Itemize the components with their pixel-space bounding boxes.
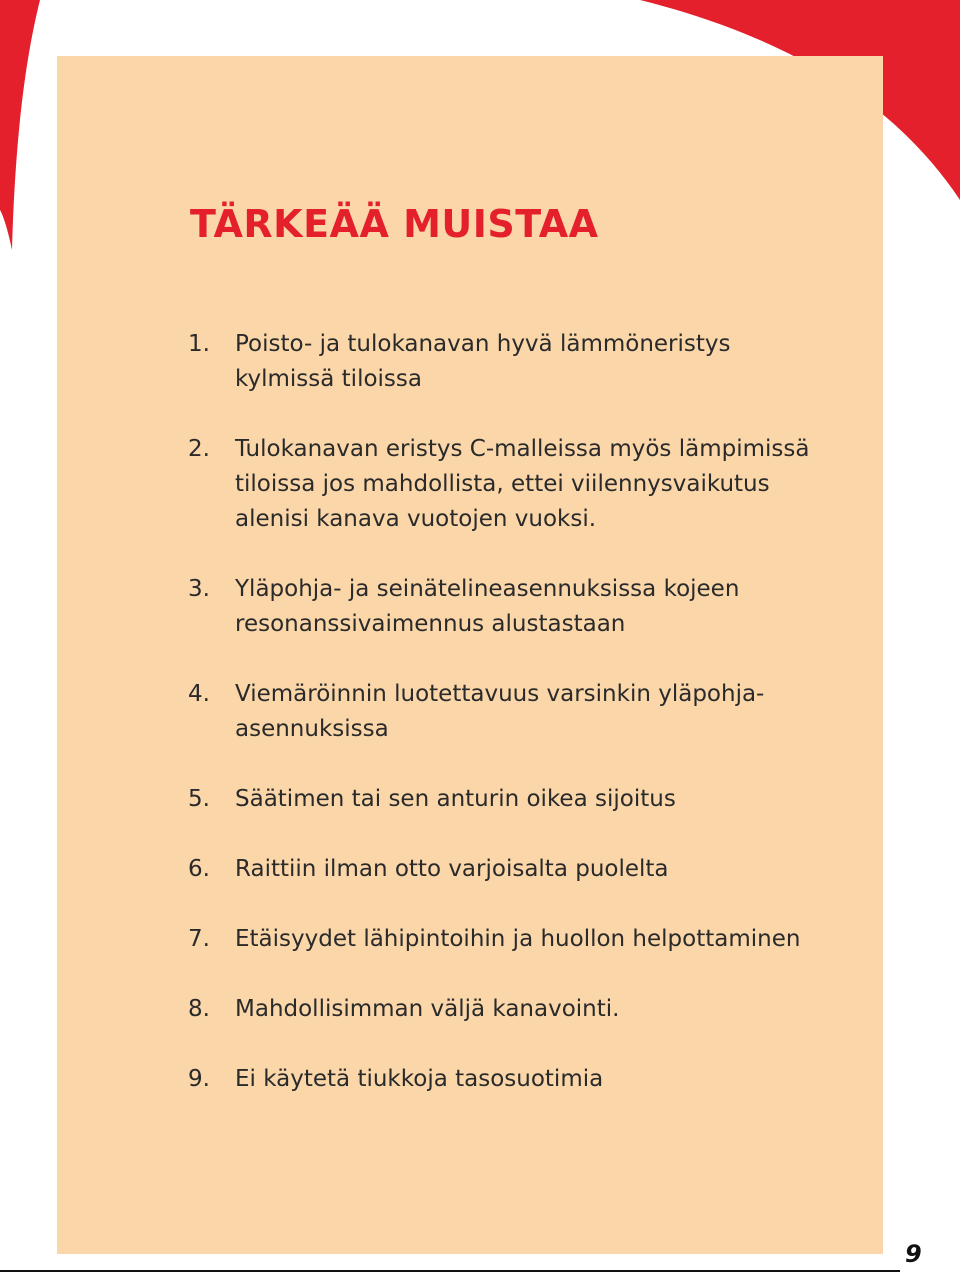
item-number: 6. [188,856,210,882]
list-item [188,992,848,1027]
item-text: Etäisyydet lähipintoihin ja huollon helpottaminen [235,926,801,952]
item-text: Säätimen tai sen anturin oikea sijoitus [235,786,676,812]
footer-rule [0,1270,900,1272]
item-text: Poisto- ja tulokanavan hyvä lämmöneristys kylmissä tiloissa [235,331,731,392]
list-item [188,327,848,397]
item-number: 9. [188,1066,210,1092]
item-number: 2. [188,436,210,462]
item-text: Ei käytetä tiukkoja tasosuotimia [235,1066,604,1092]
list-item [188,677,848,747]
item-number: 4. [188,681,210,707]
item-number: 5. [188,786,210,812]
item-text: Mahdollisimman väljä kanavointi. [235,996,620,1022]
item-text: Yläpohja- ja seinätelineasennuksissa kojeen resonanssivaimennus alustastaan [235,576,740,637]
item-number: 1. [188,331,210,357]
list-item [188,852,848,887]
item-number: 8. [188,996,210,1022]
item-text: Tulokanavan eristys C-malleissa myös lämpimissä tiloissa jos mahdollista, ettei viilennysvaikutus alenisi kanava vuotojen vuoksi. [235,436,810,532]
list-item [188,922,848,957]
page-title: TÄRKEÄÄ MUISTAA [190,202,599,246]
list-item [188,432,848,537]
item-number: 7. [188,926,210,952]
list-item [188,782,848,817]
item-text: Raittiin ilman otto varjoisalta puolelta [235,856,669,882]
list-item [188,572,848,642]
item-number: 3. [188,576,210,602]
item-text: Viemäröinnin luotettavuus varsinkin yläpohja- asennuksissa [235,681,765,742]
list-item [188,1062,848,1097]
page-number: 9 [905,1240,922,1268]
